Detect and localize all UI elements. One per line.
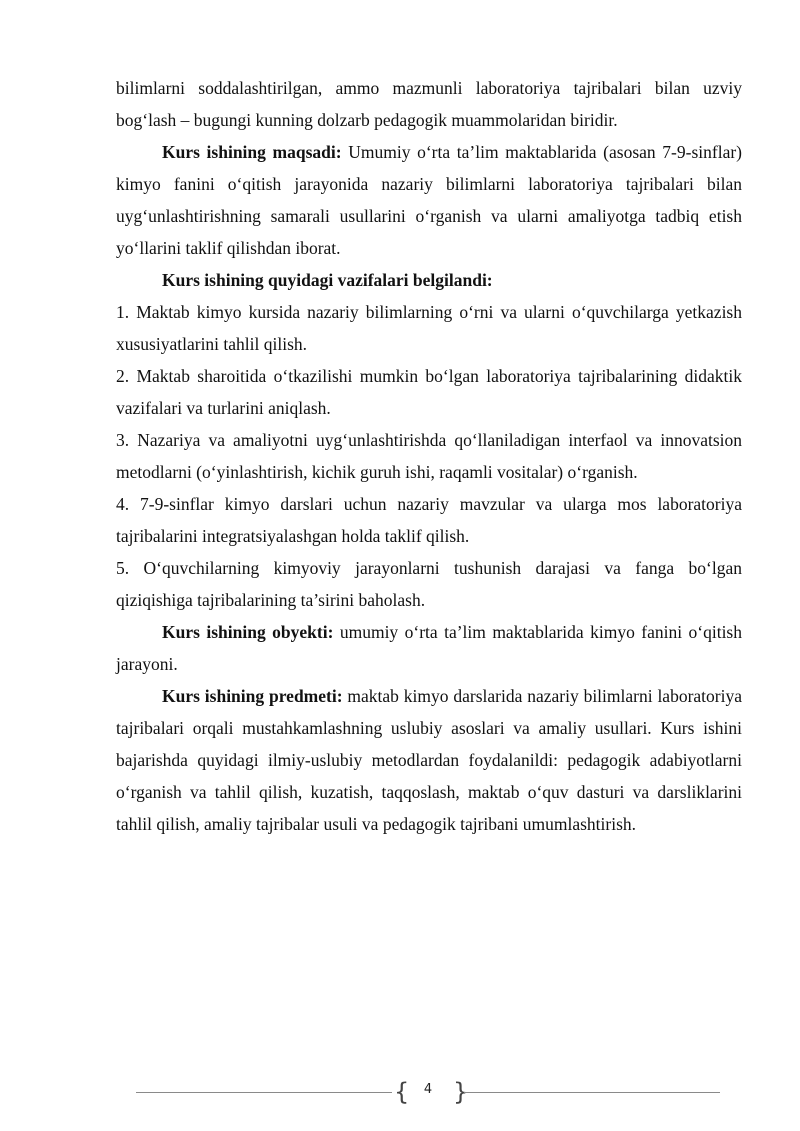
object-text: umumiy o‘rta ta’lim maktablarida kimyo fanini o‘qitish jarayoni. xyxy=(116,622,742,674)
footer-rule-right xyxy=(464,1092,720,1093)
goal-text: Umumiy o‘rta ta’lim maktablarida (asosan 7-9-sinflar) kimyo fanini o‘qitish jarayonida nazariy bilimlarni laboratoriya tajribalari bilan uyg‘unlashtirishning samarali usullarini o‘rganish va ularni amaliyotga tadbiq etish yo‘llarini taklif qilishdan iborat. xyxy=(116,142,742,258)
tasks-heading xyxy=(116,264,742,296)
subject-text: maktab kimyo darslarida nazariy bilimlarni laboratoriya tajribalari orqali mustahkamlashning uslubiy asoslari va amaliy usullari. Kurs ishini bajarishda quyidagi ilmiy-uslubiy metodlardan foydalanildi: pedagogik adabiyotlarni o‘rganish va tahlil qilish, kuzatish, taqqoslash, maktab o‘quv dasturi va darsliklarini tahlil qilish, amaliy tajribalar usuli va pedagogik tajribani umumlashtirish. xyxy=(116,686,742,834)
object-paragraph xyxy=(116,616,742,680)
footer-rule-left xyxy=(136,1092,392,1093)
task-item-5: 5. O‘quvchilarning kimyoviy jarayonlarni tushunish darajasi va fanga bo‘lgan qiziqishiga tajribalarining ta’sirini baholash. xyxy=(116,558,742,610)
page-footer xyxy=(136,1078,720,1108)
subject-paragraph xyxy=(116,680,742,840)
task-item-1: 1. Maktab kimyo kursida nazariy bilimlarning o‘rni va ularni o‘quvchilarga yetkazish xususiyatlarini tahlil qilish. xyxy=(116,302,742,354)
goal-label: Kurs ishining maqsadi: xyxy=(162,142,342,162)
intro-paragraph: bilimlarni soddalashtirilgan, ammo mazmunli laboratoriya tajribalari bilan uzviy bog‘lash – bugungi kunning dolzarb pedagogik muammolaridan biridir. xyxy=(116,78,742,130)
task-item-2: 2. Maktab sharoitida o‘tkazilishi mumkin bo‘lgan laboratoriya tajribalarining didaktik vazifalari va turlarini aniqlash. xyxy=(116,366,742,418)
tasks-heading-label: Kurs ishining quyidagi vazifalari belgilandi: xyxy=(162,270,493,290)
footer-brace-left: { xyxy=(394,1078,410,1106)
task-item-3: 3. Nazariya va amaliyotni uyg‘unlashtirishda qo‘llaniladigan interfaol va innovatsion metodlarni (o‘yinlashtirish, kichik guruh ishi, raqamli vositalar) o‘rganish. xyxy=(116,430,742,482)
object-label: Kurs ishining obyekti: xyxy=(162,622,334,642)
page-number: 4 xyxy=(423,1082,433,1097)
subject-label: Kurs ishining predmeti: xyxy=(162,686,343,706)
document-body xyxy=(116,72,742,840)
task-item-4: 4. 7-9-sinflar kimyo darslari uchun nazariy mavzular va ularga mos laboratoriya tajribalarini integratsiyalashgan holda taklif qilish. xyxy=(116,494,742,546)
footer-brace-right: } xyxy=(453,1078,469,1106)
goal-paragraph xyxy=(116,136,742,264)
